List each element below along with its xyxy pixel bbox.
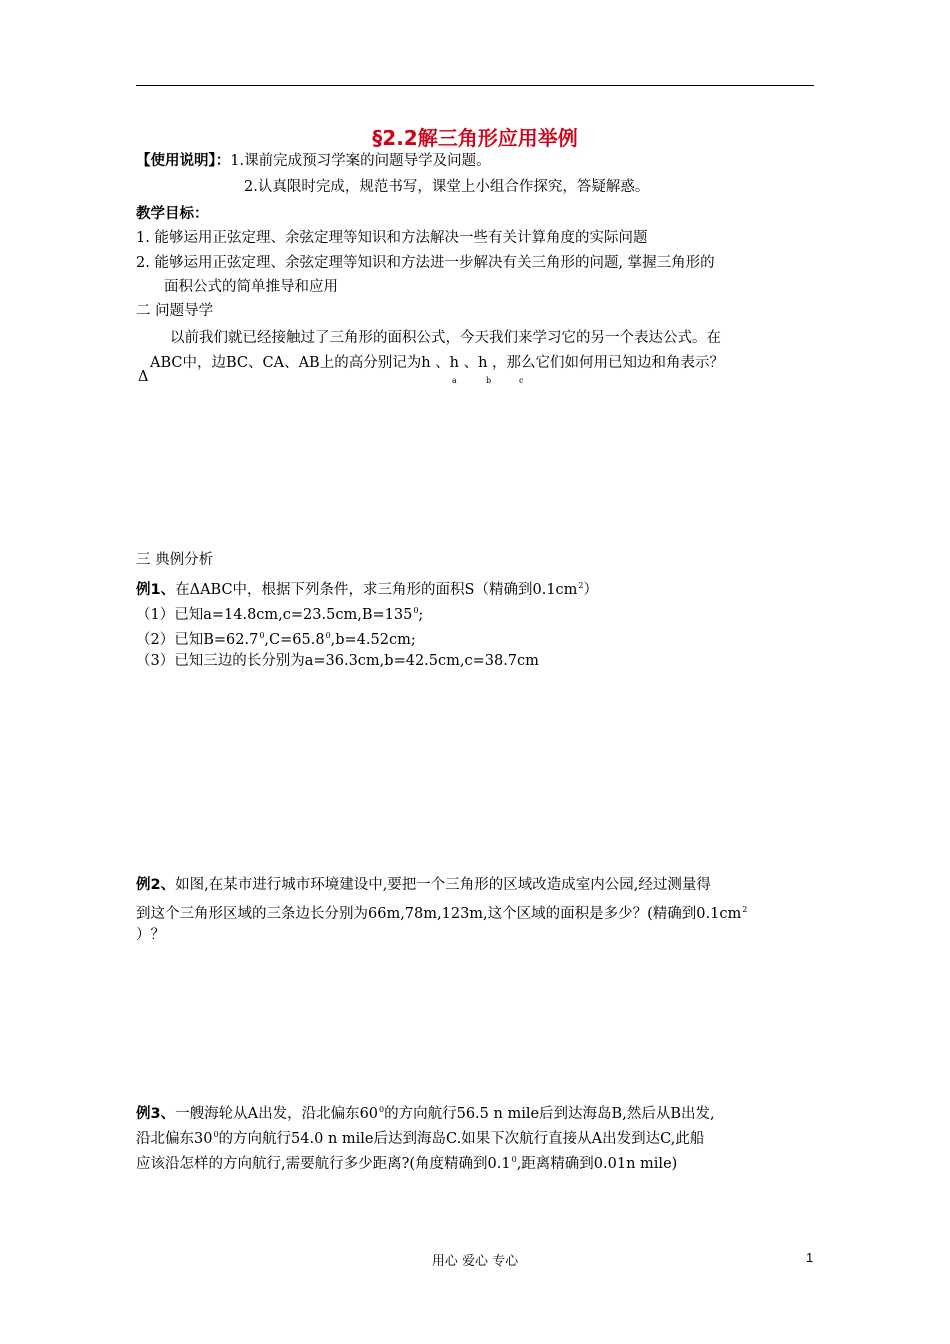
goals-heading: 教学目标：: [136, 206, 209, 222]
part-2-text-a: （2）已知B=62.7: [136, 631, 259, 648]
section2-para-1: 以前我们就已经接触过了三角形的面积公式，今天我们来学习它的另一个表达公式。在: [170, 330, 721, 346]
usage-label: 【使用说明】：: [136, 153, 231, 169]
subscript-c: c: [519, 376, 524, 385]
example-3-line-2: [136, 1125, 704, 1149]
example-1: [136, 576, 598, 600]
page-number: 1: [806, 1250, 814, 1265]
usage-text-1: 1.课前完成预习学案的问题导学及问题。: [230, 153, 491, 169]
degree-sup: 0: [325, 631, 331, 640]
usage-line-2: 2.认真限时完成，规范书写，课堂上小组合作探究，答疑解惑。: [244, 179, 650, 195]
part-2-text-b: ,C=65.8: [264, 631, 325, 648]
usage-line-1: [136, 151, 491, 171]
example-3-line-3: [136, 1150, 677, 1174]
example-1-close: ）: [583, 581, 599, 598]
example-2-text-1: 如图,在某市进行城市环境建设中,要把一个三角形的区域改造成室内公园,经过测量得: [175, 877, 711, 893]
degree-sup: 0: [259, 631, 265, 640]
example-1-part-1: [136, 601, 423, 625]
degree-sup: 0: [511, 1155, 517, 1164]
page-title: §2.2解三角形应用举例: [372, 126, 578, 150]
part-1-text: （1）已知a=14.8cm,c=23.5cm,B=135: [136, 606, 413, 623]
degree-sup: 0: [413, 606, 419, 615]
subscript-b: b: [486, 376, 492, 385]
example-2-sup: 2: [742, 905, 748, 914]
part-2-text-c: ,b=4.52cm;: [330, 631, 416, 648]
page-footer: 用心 爱心 专心: [431, 1254, 519, 1269]
part-1-end: ;: [418, 606, 424, 623]
example-3-text-2b: 的方向航行54.0 n mile后达到海岛C.如果下次航行直接从A出发到达C,此船: [218, 1130, 705, 1147]
section2-para-2: ABC中，边BC、CA、AB上的高分别记为h 、h 、h ，那么它们如何用已知边和角表示？: [150, 355, 725, 371]
example-1-part-2: [136, 626, 416, 650]
degree-sup: 0: [379, 1105, 385, 1114]
example-2-line-2: [136, 900, 747, 924]
section3-heading: 三 典例分析: [136, 552, 214, 568]
example-3-text-3a: 应该沿怎样的方向航行,需要航行多少距离?(角度精确到0.1: [136, 1155, 511, 1172]
example-1-text: 在ΔABC中，根据下列条件，求三角形的面积S（精确到0.1cm: [175, 581, 578, 598]
example-1-part-3: （3）已知三边的长分别为a=36.3cm,b=42.5cm,c=38.7cm: [136, 653, 539, 669]
example-3-text-1b: 的方向航行56.5 n mile后到达海岛B,然后从B出发,: [384, 1105, 715, 1122]
example-3-text-3b: ,距离精确到0.01n mile): [516, 1155, 678, 1172]
degree-sup: 0: [213, 1130, 219, 1139]
example-1-sup: 2: [578, 581, 584, 590]
example-2-text-2: 到这个三角形区域的三条边长分别为66m,78m,123m,这个区域的面积是多少？(精确到0.1cm: [136, 905, 742, 922]
section2-heading: 二 问题导学: [136, 303, 214, 319]
example-3-text-2a: 沿北偏东30: [136, 1130, 213, 1147]
delta-symbol: Δ: [138, 369, 149, 385]
subscript-a: a: [452, 376, 457, 385]
goal-item-1: 1. 能够运用正弦定理、余弦定理等知识和方法解决一些有关计算角度的实际问题: [136, 230, 648, 246]
goal-item-2-cont: 面积公式的简单推导和应用: [164, 279, 338, 295]
example-2-line-1: [136, 875, 711, 895]
example-1-label: 例1、: [136, 581, 176, 598]
header-rule: [136, 85, 814, 86]
example-2-label: 例2、: [136, 877, 176, 893]
goal-item-2: 2. 能够运用正弦定理、余弦定理等知识和方法进一步解决有关三角形的问题, 掌握三角形的: [136, 255, 715, 271]
example-3-line-1: [136, 1100, 715, 1124]
example-2-line-3: ）？: [136, 927, 165, 943]
example-3-text-1a: 一艘海轮从A出发，沿北偏东60: [175, 1105, 379, 1122]
example-3-label: 例3、: [136, 1105, 176, 1122]
